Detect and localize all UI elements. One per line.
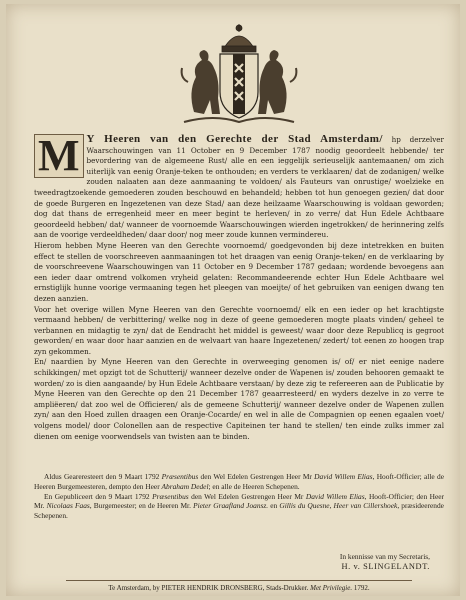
ordinance-body: [34, 131, 444, 442]
publication-note: En Gepubliceert den 9 Maart 1792 Præsentibus den Wel Edelen Gestrengen Heer Mr David Willem Elias, Hooft-Officier; den Heer Mr. Nicolaas Faas, Burgemeester; en de Heeren Mr. Pieter Graafland Joansz. en Gillis du Quesne, Heer van Cillershoek, præsideerende Schepenen.: [34, 491, 444, 521]
paragraph-4: En/ naardien by Myne Heeren van den Gerechte in overweeging genomen is/ of/ er niet eenige nadere schikkingen/ met opzigt tot de Schutterij/ wanneer dezelve onder de Wapenen is/ zouden behooren gemaakt te worden/ zo is dien aangaande/ by Hun Edele Achtbaare verstaan/ by deze zig te refereeren aan de Publicatie by Myne Heeren van den Gerechte op den 21 December 1787 geaarresteerd/ en wyders dezelve in zo verre te ampliëeren/ dat zoo wel de Officieren/ als de gemeene Schutterij/ wanneer dezelve onder de Wapenen zullen zyn/ aan den Hoed zullen draagen een Oranje-Cocarde/ en wel in alle de Compagnien op eenen egaalen voet/ volgens model/ door Colonellen aan de respective Capiteinen ter hand te stellen/ ten einde zulks immer zal dienen om eenige voorwendsels van twisten aan te binden.: [34, 357, 444, 441]
secretary-name: H. v. SLINGELANDT.: [341, 562, 430, 571]
enactment-notes: [34, 472, 444, 521]
paragraph-3: Voor het overige willen Myne Heeren van den Gerechte voornoemd/ elk en een ieder op het krachtigste vermaand hebben/ de verbittering/ welke nog in deze of geene gemoederen mogte plaats vinden/ geheel te verbannen en midagtig te zyn/ dat de Eendracht het middel is geweest/ waar door deze Republicq is gegroot geworden/ en waar door haar aanzien en de welvaart van haare Ingezetenen/ zedert/ tot eenen zo hoogen trap zyn gekommen.: [34, 304, 444, 356]
printer-imprint: Te Amsterdam, by PIETER HENDRIK DRONSBERG, Stads-Drukker. Met Privilegie. 1792.: [6, 584, 466, 592]
signature-attestation: In kennisse van my Secretaris,: [339, 552, 430, 561]
opening-paragraph: [34, 131, 444, 241]
imprint-divider: [66, 580, 412, 581]
paragraph-2: Hierom hebben Myne Heeren van den Gerechte voornoemd/ goedgevonden bij deze intetrekken en buiten effect te stellen de voorschreeven aanmaaningen tot het draagen van eenig Oranje-teken/ en de verklaaring by de voorschreevene Waarschouwingen van 11 October en 9 December 1787 gedaan; wordende bevoegens aan een ieder daar omtrend volkomen vryheid gelaten: Recommandeerende echter Hun Edele Achtbaare wel ernstiglijk hunne voorige vermaaning tegen het pleegen van moeijte/ of het gebruiken van eenigen dwang ten dezen aanzien.: [34, 240, 444, 303]
secretary-signature: [340, 552, 430, 572]
decorated-initial-letter: M: [34, 134, 84, 178]
enactment-note: Aldus Geareresteert den 9 Maart 1792 Præsentibus den Wel Edelen Gestrengen Heer Mr David Willem Elias, Hooft-Officier; alle de Heeren Burgemeesteren, dempto den Heer Abraham Dedel; en alle de Heeren Schepenen.: [34, 472, 444, 491]
amsterdam-coat-of-arms: [174, 22, 304, 132]
ordinance-heading: Y Heeren van den Gerechte der Stad Amsterdam/: [86, 133, 383, 145]
paragraph-1: hp derzelver Waarschouwingen van 11 October en 9 December 1787 noodig geoordeelt hebbende/ ter bevordering van de algemeene Rust/ alle en een ieggelijk serieuselijk aantemaanen/ om zich uiterlijk van eenig Oranje-teken te onthouden; en verders te verklaaren/ dat de zodanigen/ welke zouden nalaaten aan deze aanmaaning te voldoen/ als Fauteurs van onrustige/ woelzieke en tweedragtzoekende gemoederen zouden beschouwd en behandeld; hebben tot hun genoegen gezien/ dat door de goede Burgeren en Ingezetenen van deze Stad/ aan deze heilzaame Waarschouwing is voldaan geworden; dog dat thans de erregenheid meer en meer begint te herleven/ in zo verre/ dat Hun Edele Achtbaare geoordeeld hebben/ dat/ wanneer de voornoemde Waarschouwingen wierden ingetrokken/ de herinnering zelfs aan de voorige verdeeldheden/ daar door/ nog meer zoude kunnen vermindereu.: [34, 135, 444, 240]
document-sheet: [6, 4, 460, 596]
